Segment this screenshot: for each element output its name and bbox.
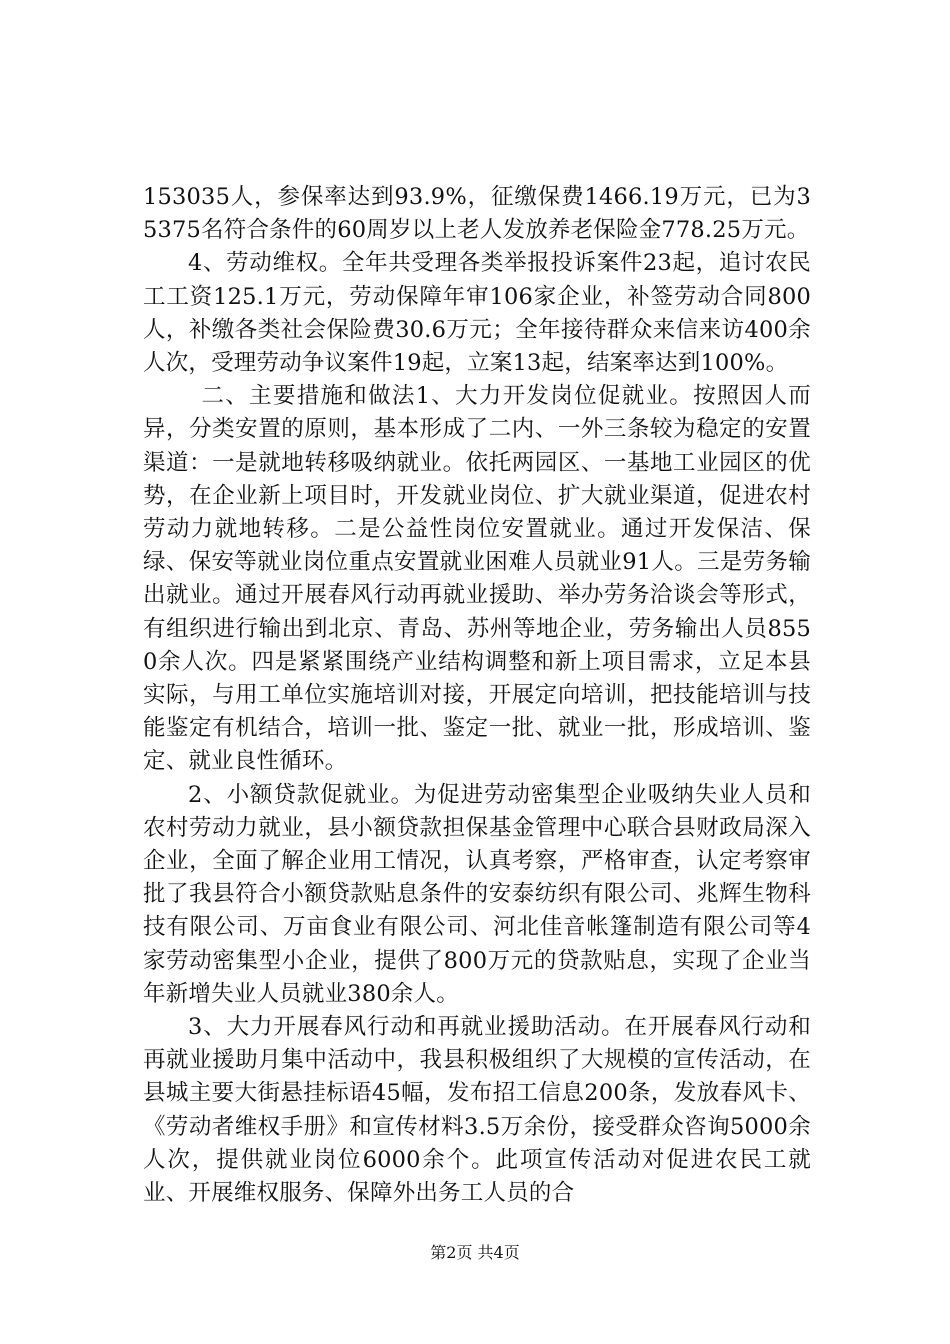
paragraph-microloans: 2、小额贷款促就业。为促进劳动密集型企业吸纳失业人员和农村劳动力就业，县小额贷款担保基金管理中心联合县财政局深入企业，全面了解企业用工情况，认真考察，严格审查，认定考察审批了我县符合小额贷款贴息条件的安泰纺织有限公司、兆辉生物科技有限公司、万亩食业有限公司、河北佳音帐篷制造有限公司等4家劳动密集型小企业，提供了800万元的贷款贴息，实现了企业当年新增失业人员就业380余人。 (143, 781, 811, 1007)
paragraph-insurance-continued: 153035人，参保率达到93.9%，征缴保费1466.19万元，已为35375名符合条件的60周岁以上老人发放养老保险金778.25万元。 (143, 184, 811, 244)
document-body (143, 181, 811, 1210)
paragraph-main-measures: 二、主要措施和做法1、大力开发岗位促就业。按照因人而异，分类安置的原则，基本形成了二内、一外三条较为稳定的安置渠道：一是就地转移吸纳就业。依托两园区、一基地工业园区的优势，在企业新上项目时，开发就业岗位、扩大就业渠道，促进农村劳动力就地转移。二是公益性岗位安置就业。通过开发保洁、保绿、保安等就业岗位重点安置就业困难人员就业91人。三是劳务输出就业。通过开展春风行动再就业援助、举办劳务洽谈会等形式，有组织进行输出到北京、青岛、苏州等地企业，劳务输出人员8550余人次。四是紧紧围绕产业结构调整和新上项目需求，立足本县实际，与用工单位实施培训对接，开展定向培训，把技能培训与技能鉴定有机结合，培训一批、鉴定一批、就业一批，形成培训、鉴定、就业良性循环。 (143, 383, 811, 775)
page-number-footer: 第2页 共4页 (430, 1243, 520, 1262)
paragraph-spring-breeze-action: 3、大力开展春风行动和再就业援助活动。在开展春风行动和再就业援助月集中活动中，我县积极组织了大规模的宣传活动，在县城主要大街悬挂标语45幅，发布招工信息200条，发放春风卡、《劳动者维权手册》和宣传材料3.5万余份，接受群众咨询5000余人次，提供就业岗位6000余个。此项宣传活动对促进农民工就业、开展维权服务、保障外出务工人员的合 (143, 1014, 811, 1207)
paragraph-labor-rights: 4、劳动维权。全年共受理各类举报投诉案件23起，追讨农民工工资125.1万元，劳动保障年审106家企业，补签劳动合同800人，补缴各类社会保险费30.6万元；全年接待群众来信来访400余人次，受理劳动争议案件19起，立案13起，结案率达到100%。 (143, 250, 811, 377)
